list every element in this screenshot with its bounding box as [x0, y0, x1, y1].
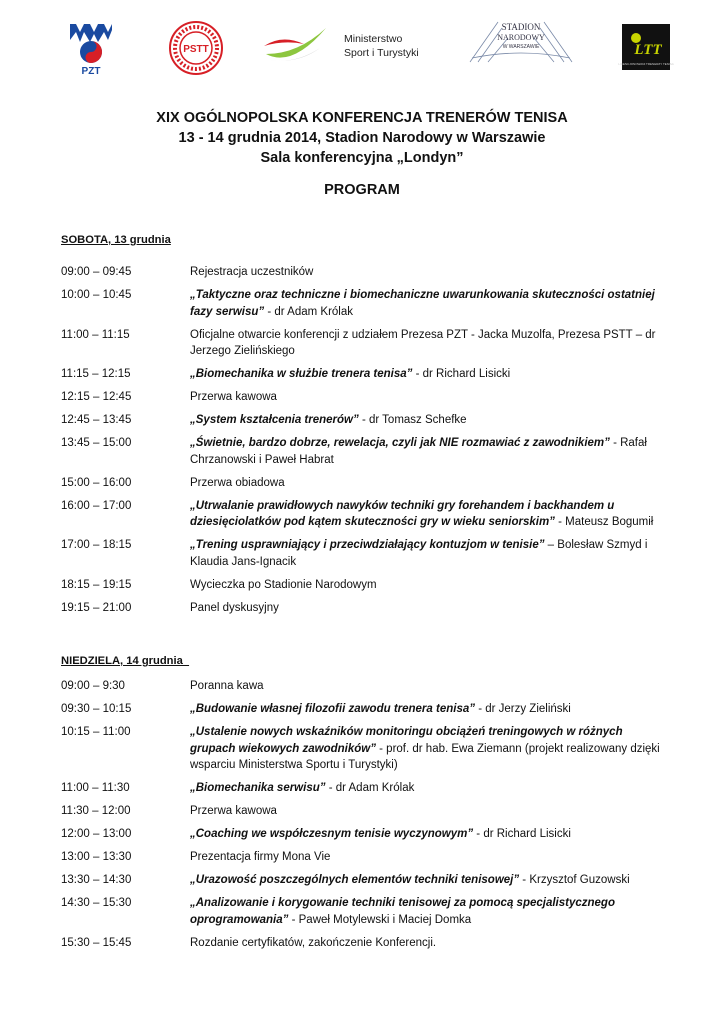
time-slot: 12:45 – 13:45: [61, 414, 132, 426]
schedule-row: [61, 826, 667, 843]
session-speaker: - dr Adam Królak: [325, 782, 415, 794]
time-slot: 10:00 – 10:45: [61, 289, 132, 301]
time-slot: 09:00 – 09:45: [61, 266, 132, 278]
stadion-narodowy-logo: [468, 18, 574, 66]
schedule-row: [61, 287, 667, 320]
session-title: „Budowanie własnej filozofii zawodu trenera tenisa”: [190, 703, 475, 715]
time-slot: 13:00 – 13:30: [61, 851, 132, 863]
session-speaker: - dr Tomasz Schefke: [358, 414, 467, 426]
schedule-row: [61, 577, 667, 594]
session-title: „Analizowanie i korygowanie techniki tenisowej za pomocą specjalistycznego oprogramowania”: [190, 897, 615, 926]
session-speaker: Poranna kawa: [190, 680, 264, 692]
pstt-logo: [168, 20, 224, 76]
session-speaker: Panel dyskusyjny: [190, 601, 279, 614]
session-description: [190, 803, 667, 820]
schedule-row: [61, 803, 667, 820]
time-slot: 12:15 – 12:45: [61, 391, 132, 403]
session-speaker: - dr Richard Lisicki: [473, 828, 571, 840]
session-speaker: Rozdanie certyfikatów, zakończenie Konferencji.: [190, 936, 437, 949]
conference-hall: Sala konferencyjna „Londyn”: [260, 150, 464, 166]
session-description: [190, 389, 667, 406]
session-description: [190, 475, 667, 492]
pzt-logo: [66, 20, 116, 76]
ltt-logo: [618, 24, 674, 70]
schedule-row: [61, 498, 667, 531]
conference-title: XIX OGÓLNOPOLSKA KONFERENCJA TRENERÓW TENISA: [156, 110, 568, 126]
schedule-row: [61, 895, 667, 928]
session-description: [190, 435, 667, 468]
schedule-row: [61, 537, 667, 570]
time-slot: 16:00 – 17:00: [61, 499, 132, 512]
conference-date-place: 13 - 14 grudnia 2014, Stadion Narodowy w Warszawie: [178, 130, 546, 146]
session-speaker: Przerwa kawowa: [190, 805, 277, 817]
session-description: [190, 678, 667, 695]
day-title-saturday: SOBOTA, 13 grudnia: [61, 234, 171, 246]
session-description: [190, 935, 667, 952]
stadion-line1: STADION: [501, 22, 541, 32]
session-description: [190, 849, 667, 866]
document-header: [0, 108, 724, 198]
schedule-row: [61, 872, 667, 889]
session-title: „Biomechanika w służbie trenera tenisa”: [190, 368, 413, 380]
stadion-line2: NARODOWY: [497, 33, 545, 42]
session-speaker: - dr Jerzy Zieliński: [475, 703, 571, 715]
time-slot: 18:15 – 19:15: [61, 578, 132, 591]
day-title-sunday: NIEDZIELA, 14 grudnia: [61, 655, 190, 667]
session-speaker: - Paweł Motylewski i Maciej Domka: [288, 913, 472, 926]
schedule-row: [61, 935, 667, 952]
session-description: [190, 264, 667, 281]
session-description: [190, 872, 667, 889]
ministry-line1: Ministerstwo: [344, 33, 403, 45]
schedule-row: [61, 389, 667, 406]
session-speaker: Rejestracja uczestników: [190, 266, 314, 278]
schedule-row: [61, 366, 667, 383]
time-slot: 10:15 – 11:00: [61, 726, 131, 738]
time-slot: 09:00 – 9:30: [61, 680, 125, 692]
session-description: [190, 577, 667, 594]
session-speaker: Oficjalne otwarcie konferencji z udziałem Prezesa PZT - Jacka Muzolfa, Prezesa PSTT – dr Jerzego Zielińskiego: [190, 328, 656, 357]
session-speaker: – Bolesław Szmyd i Klaudia Jans-Ignacik: [190, 539, 648, 568]
session-description: [190, 724, 667, 774]
session-title: „System kształcenia trenerów”: [190, 414, 359, 426]
time-slot: 13:30 – 14:30: [61, 874, 132, 886]
session-description: [190, 287, 667, 320]
session-description: [190, 327, 667, 360]
time-slot: 11:30 – 12:00: [61, 805, 131, 817]
time-slot: 15:30 – 15:45: [61, 936, 132, 949]
session-speaker: Prezentacja firmy Mona Vie: [190, 851, 331, 863]
session-description: [190, 701, 667, 718]
session-title: „Taktyczne oraz techniczne i biomechaniczne uwarunkowania skuteczności ostatniej fazy serwisu”: [190, 289, 655, 318]
time-slot: 09:30 – 10:15: [61, 703, 132, 715]
session-title: „Coaching we współczesnym tenisie wyczynowym”: [190, 828, 474, 840]
time-slot: 15:00 – 16:00: [61, 476, 132, 489]
session-description: [190, 537, 667, 570]
schedule-saturday: [61, 264, 667, 623]
schedule-row: [61, 678, 667, 695]
time-slot: 19:15 – 21:00: [61, 601, 132, 614]
time-slot: 11:00 – 11:30: [61, 782, 130, 794]
schedule-sunday: [61, 678, 667, 958]
logo-bar: [0, 0, 724, 100]
schedule-row: [61, 475, 667, 492]
ltt-logo-subtext: LICENCJONOWANI TRENERZY TENISA: [618, 62, 674, 66]
session-speaker: Przerwa obiadowa: [190, 476, 285, 489]
session-description: [190, 895, 667, 928]
schedule-row: [61, 780, 667, 797]
schedule-row: [61, 600, 667, 617]
session-title: „Ustalenie nowych wskaźników monitoringu obciążeń treningowych w różnych grupach wiekowych zawodników”: [190, 726, 623, 755]
schedule-row: [61, 435, 667, 468]
session-description: [190, 366, 667, 383]
session-description: [190, 412, 667, 429]
schedule-row: [61, 849, 667, 866]
session-title: „Urazowość poszczególnych elementów techniki tenisowej”: [190, 874, 520, 886]
stadion-line3: W WARSZAWIE: [502, 44, 540, 50]
time-slot: 13:45 – 15:00: [61, 437, 132, 449]
schedule-row: [61, 327, 667, 360]
session-title: „Trening usprawniający i przeciwdziałający kontuzjom w tenisie”: [190, 539, 545, 551]
session-speaker: Wycieczka po Stadionie Narodowym: [190, 578, 377, 591]
schedule-row: [61, 412, 667, 429]
schedule-row: [61, 724, 667, 774]
session-description: [190, 600, 667, 617]
time-slot: 17:00 – 18:15: [61, 539, 132, 551]
session-speaker: - prof. dr hab. Ewa Ziemann (projekt realizowany dzięki wsparciu Ministerstwa Sportu i Turystyki): [190, 742, 660, 771]
time-slot: 12:00 – 13:00: [61, 828, 132, 840]
session-title: „Utrwalanie prawidłowych nawyków techniki gry forehandem i backhandem u dziesięciolatków pod kątem skuteczności gry w wieku seniorskim”: [190, 499, 615, 528]
session-speaker: - dr Adam Królak: [264, 305, 353, 318]
time-slot: 11:00 – 11:15: [61, 328, 130, 341]
schedule-row: [61, 701, 667, 718]
program-heading: PROGRAM: [324, 182, 400, 198]
session-description: [190, 780, 667, 797]
session-description: [190, 826, 667, 843]
session-speaker: - Krzysztof Guzowski: [519, 874, 630, 886]
session-speaker: - Rafał Chrzanowski i Paweł Habrat: [190, 437, 647, 466]
time-slot: 14:30 – 15:30: [61, 897, 132, 909]
session-speaker: - dr Richard Lisicki: [412, 368, 511, 380]
ltt-logo-text: LTT: [634, 42, 662, 58]
session-speaker: - Mateusz Bogumił: [554, 516, 654, 528]
session-title: „Świetnie, bardzo dobrze, rewelacja, czyli jak NIE rozmawiać z zawodnikiem”: [190, 437, 610, 449]
schedule-row: [61, 264, 667, 281]
session-description: [190, 498, 667, 531]
time-slot: 11:15 – 12:15: [61, 368, 131, 380]
session-speaker: Przerwa kawowa: [190, 391, 277, 403]
pzt-logo-text: PZT: [81, 66, 101, 77]
session-title: „Biomechanika serwisu”: [190, 782, 326, 794]
pstt-logo-text: PSTT: [183, 44, 209, 55]
ministry-line2: Sport i Turystyki: [344, 47, 419, 59]
